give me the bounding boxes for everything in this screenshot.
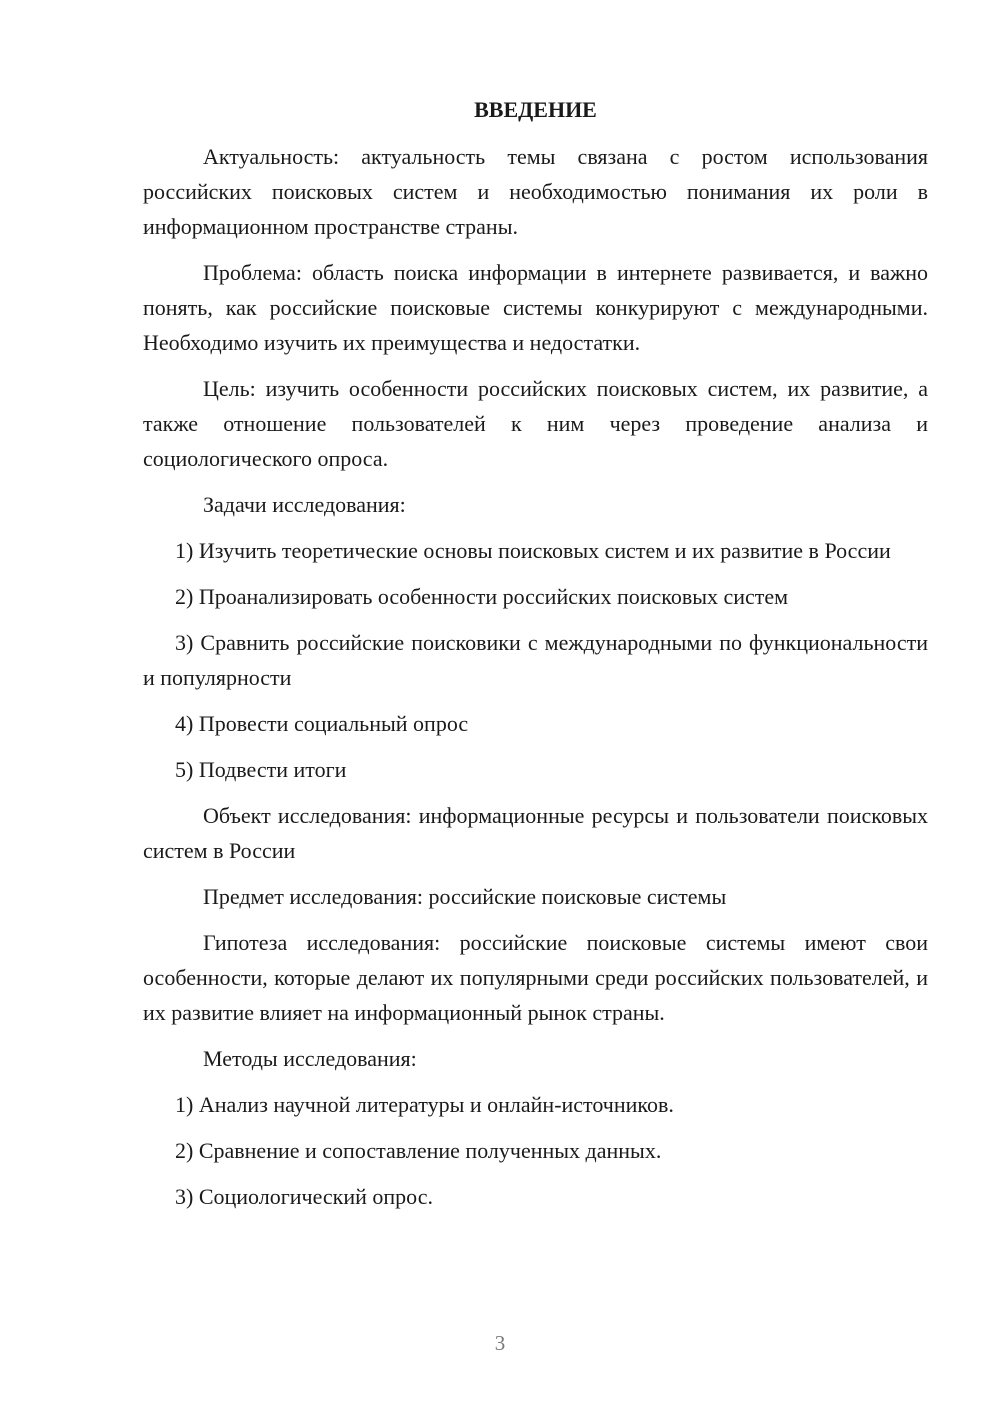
- goal-paragraph: Цель: изучить особенности российских поисковых систем, их развитие, а также отношение пользователей к ним через проведение анализа и социологического опроса.: [143, 376, 928, 471]
- method-item-3: 3) Социологический опрос.: [175, 1184, 433, 1209]
- method-item-1: 1) Анализ научной литературы и онлайн-источников.: [175, 1092, 674, 1117]
- task-item-3: 3) Сравнить российские поисковики с международными по функциональности и популярности: [143, 630, 928, 690]
- object-paragraph: Объект исследования: информационные ресурсы и пользователи поисковых систем в России: [143, 803, 928, 863]
- page-number: 3: [494, 1331, 506, 1355]
- relevance-paragraph: Актуальность: актуальность темы связана с ростом использования российских поисковых систем и необходимостью понимания их роли в информационном пространстве страны.: [143, 144, 928, 239]
- page-content: [143, 92, 928, 1225]
- tasks-title: Задачи исследования:: [203, 492, 406, 517]
- hypothesis-paragraph: Гипотеза исследования: российские поисковые системы имеют свои особенности, которые делают их популярными среди российских пользователей, и их развитие влияет на информационный рынок страны.: [143, 930, 928, 1025]
- task-item-2: 2) Проанализировать особенности российских поисковых систем: [175, 584, 789, 609]
- task-item-1: 1) Изучить теоретические основы поисковых систем и их развитие в России: [175, 538, 891, 563]
- task-item-5: 5) Подвести итоги: [175, 757, 347, 782]
- methods-title: Методы исследования:: [203, 1046, 417, 1071]
- subject-paragraph: Предмет исследования: российские поисковые системы: [203, 884, 727, 909]
- problem-paragraph: Проблема: область поиска информации в интернете развивается, и важно понять, как российские поисковые системы конкурируют с международными. Необходимо изучить их преимущества и недостатки.: [143, 260, 928, 355]
- method-item-2: 2) Сравнение и сопоставление полученных данных.: [175, 1138, 662, 1163]
- section-heading: ВВЕДЕНИЕ: [474, 97, 597, 122]
- task-item-4: 4) Провести социальный опрос: [175, 711, 469, 736]
